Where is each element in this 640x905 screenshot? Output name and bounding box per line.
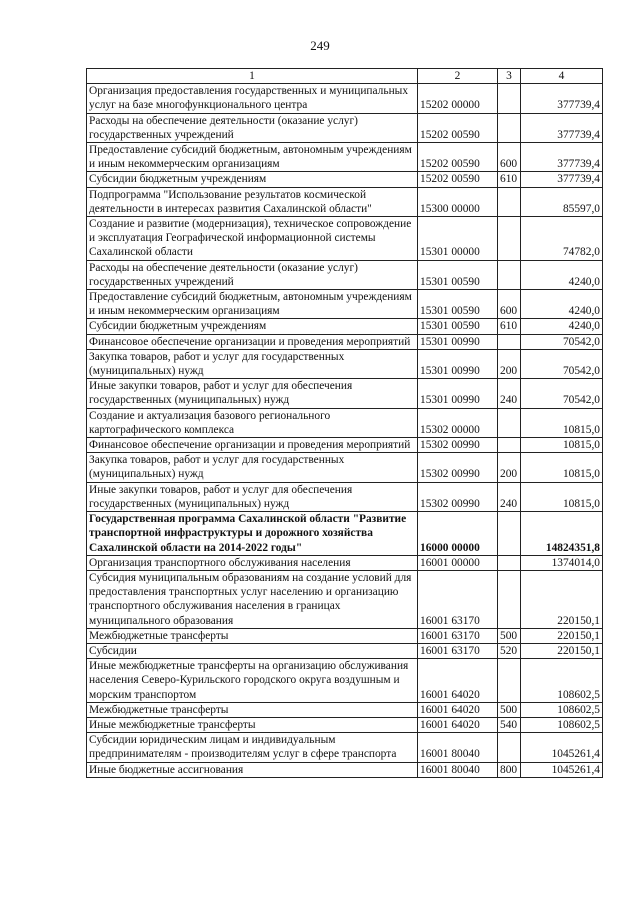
table-row [87, 643, 603, 658]
row-vr-cell [498, 260, 521, 289]
row-name-cell: Иные межбюджетные трансферты на организацию обслуживания населения Северо-Курильского городского округа воздушным и морским транспортом [87, 659, 418, 703]
table-row [87, 570, 603, 628]
row-name-cell: Закупка товаров, работ и услуг для государственных (муниципальных) нужд [87, 349, 418, 378]
table-row [87, 334, 603, 349]
row-vr-cell [498, 555, 521, 570]
row-csr-cell: 16001 63170 [418, 643, 498, 658]
row-vr-cell [498, 408, 521, 437]
row-csr-cell: 15202 00000 [418, 84, 498, 113]
table-row [87, 143, 603, 172]
row-vr-cell: 600 [498, 290, 521, 319]
row-sum-cell: 10815,0 [521, 438, 603, 453]
row-sum-cell: 4240,0 [521, 319, 603, 334]
row-csr-cell: 15301 00590 [418, 319, 498, 334]
table-row [87, 717, 603, 732]
row-csr-cell: 15202 00590 [418, 113, 498, 142]
row-sum-cell: 220150,1 [521, 570, 603, 628]
table-header [87, 69, 603, 84]
row-sum-cell: 4240,0 [521, 290, 603, 319]
row-name-cell: Финансовое обеспечение организации и проведения мероприятий [87, 334, 418, 349]
row-name-cell: Расходы на обеспечение деятельности (оказание услуг) государственных учреждений [87, 113, 418, 142]
table-row [87, 379, 603, 408]
table-row [87, 408, 603, 437]
row-vr-cell [498, 113, 521, 142]
row-csr-cell: 15300 00000 [418, 187, 498, 216]
row-name-cell: Предоставление субсидий бюджетным, автономным учреждениям и иным некоммерческим организациям [87, 143, 418, 172]
table-row [87, 555, 603, 570]
header-col-name: 1 [87, 69, 418, 84]
row-vr-cell: 240 [498, 379, 521, 408]
row-csr-cell: 15301 00590 [418, 260, 498, 289]
row-sum-cell: 70542,0 [521, 334, 603, 349]
row-vr-cell: 500 [498, 628, 521, 643]
table-row [87, 290, 603, 319]
row-name-cell: Субсидия муниципальным образованиям на создание условий для предоставления транспортных услуг населению и организацию транспортного обслуживания населения в границах муниципального образования [87, 570, 418, 628]
row-csr-cell: 16001 63170 [418, 570, 498, 628]
row-vr-cell [498, 334, 521, 349]
table-row [87, 628, 603, 643]
row-sum-cell: 1045261,4 [521, 733, 603, 762]
row-csr-cell: 15301 00590 [418, 290, 498, 319]
row-vr-cell: 800 [498, 762, 521, 777]
row-sum-cell: 108602,5 [521, 717, 603, 732]
row-csr-cell: 15302 00990 [418, 482, 498, 511]
table-row [87, 733, 603, 762]
row-csr-cell: 16001 64020 [418, 702, 498, 717]
row-csr-cell: 16001 64020 [418, 659, 498, 703]
row-sum-cell: 4240,0 [521, 260, 603, 289]
row-csr-cell: 16001 64020 [418, 717, 498, 732]
row-sum-cell: 74782,0 [521, 217, 603, 261]
row-name-cell: Иные закупки товаров, работ и услуг для обеспечения государственных (муниципальных) нужд [87, 482, 418, 511]
table-row [87, 438, 603, 453]
row-name-cell: Межбюджетные трансферты [87, 702, 418, 717]
row-sum-cell: 377739,4 [521, 143, 603, 172]
row-vr-cell [498, 733, 521, 762]
row-vr-cell: 610 [498, 319, 521, 334]
row-name-cell: Создание и актуализация базового регионального картографического комплекса [87, 408, 418, 437]
row-vr-cell: 610 [498, 172, 521, 187]
table-row [87, 84, 603, 113]
row-sum-cell: 10815,0 [521, 408, 603, 437]
header-col-csr: 2 [418, 69, 498, 84]
row-vr-cell: 240 [498, 482, 521, 511]
row-name-cell: Субсидии бюджетным учреждениям [87, 319, 418, 334]
row-name-cell: Финансовое обеспечение организации и проведения мероприятий [87, 438, 418, 453]
row-name-cell: Субсидии бюджетным учреждениям [87, 172, 418, 187]
header-row [87, 69, 603, 84]
row-name-cell: Организация транспортного обслуживания населения [87, 555, 418, 570]
row-name-cell: Иные закупки товаров, работ и услуг для обеспечения государственных (муниципальных) нужд [87, 379, 418, 408]
budget-table [86, 68, 603, 778]
row-name-cell: Предоставление субсидий бюджетным, автономным учреждениям и иным некоммерческим организациям [87, 290, 418, 319]
row-name-cell: Подпрограмма "Использование результатов космической деятельности в интересах развития Сахалинской области" [87, 187, 418, 216]
table-row [87, 319, 603, 334]
row-sum-cell: 108602,5 [521, 702, 603, 717]
row-csr-cell: 16001 63170 [418, 628, 498, 643]
table-row [87, 172, 603, 187]
row-sum-cell: 377739,4 [521, 84, 603, 113]
table-row [87, 482, 603, 511]
row-name-cell: Расходы на обеспечение деятельности (оказание услуг) государственных учреждений [87, 260, 418, 289]
table-row [87, 762, 603, 777]
row-csr-cell: 16001 80040 [418, 733, 498, 762]
table-row [87, 113, 603, 142]
row-name-cell: Иные межбюджетные трансферты [87, 717, 418, 732]
row-sum-cell: 377739,4 [521, 172, 603, 187]
row-name-cell: Создание и развитие (модернизация), техническое сопровождение и эксплуатация Географической информационной системы Сахалинской области [87, 217, 418, 261]
row-vr-cell: 200 [498, 349, 521, 378]
header-col-sum: 4 [521, 69, 603, 84]
row-sum-cell: 1045261,4 [521, 762, 603, 777]
row-sum-cell: 220150,1 [521, 643, 603, 658]
table-row [87, 453, 603, 482]
row-name-cell: Субсидии [87, 643, 418, 658]
table-row [87, 702, 603, 717]
row-vr-cell: 540 [498, 717, 521, 732]
row-name-cell: Закупка товаров, работ и услуг для государственных (муниципальных) нужд [87, 453, 418, 482]
row-csr-cell: 15202 00590 [418, 143, 498, 172]
row-csr-cell: 15202 00590 [418, 172, 498, 187]
row-sum-cell: 70542,0 [521, 379, 603, 408]
row-csr-cell: 15301 00990 [418, 334, 498, 349]
row-sum-cell: 377739,4 [521, 113, 603, 142]
row-vr-cell [498, 84, 521, 113]
row-vr-cell [498, 438, 521, 453]
row-vr-cell [498, 187, 521, 216]
row-vr-cell [498, 570, 521, 628]
row-vr-cell: 520 [498, 643, 521, 658]
row-sum-cell: 220150,1 [521, 628, 603, 643]
table-row [87, 659, 603, 703]
row-name-cell: Межбюджетные трансферты [87, 628, 418, 643]
header-col-vr: 3 [498, 69, 521, 84]
table-row [87, 260, 603, 289]
row-sum-cell: 14824351,8 [521, 512, 603, 556]
row-vr-cell: 200 [498, 453, 521, 482]
row-sum-cell: 70542,0 [521, 349, 603, 378]
table-body [87, 84, 603, 778]
row-csr-cell: 15302 00000 [418, 408, 498, 437]
row-csr-cell: 15302 00990 [418, 438, 498, 453]
row-csr-cell: 15301 00990 [418, 379, 498, 408]
row-csr-cell: 15301 00990 [418, 349, 498, 378]
row-name-cell: Иные бюджетные ассигнования [87, 762, 418, 777]
row-name-cell: Государственная программа Сахалинской области "Развитие транспортной инфраструктуры и дорожного хозяйства Сахалинской области на 2014-2022 годы" [87, 512, 418, 556]
table-row [87, 512, 603, 556]
table-row [87, 217, 603, 261]
row-sum-cell: 10815,0 [521, 482, 603, 511]
row-vr-cell: 600 [498, 143, 521, 172]
row-sum-cell: 1374014,0 [521, 555, 603, 570]
row-vr-cell [498, 659, 521, 703]
row-vr-cell [498, 512, 521, 556]
table-row [87, 349, 603, 378]
table-row [87, 187, 603, 216]
row-vr-cell [498, 217, 521, 261]
row-csr-cell: 16001 80040 [418, 762, 498, 777]
row-name-cell: Субсидии юридическим лицам и индивидуальным предпринимателям - производителям услуг в сфере транспорта [87, 733, 418, 762]
row-sum-cell: 85597,0 [521, 187, 603, 216]
row-sum-cell: 10815,0 [521, 453, 603, 482]
row-csr-cell: 15301 00000 [418, 217, 498, 261]
row-name-cell: Организация предоставления государственных и муниципальных услуг на базе многофункционального центра [87, 84, 418, 113]
page-number: 249 [310, 38, 330, 53]
row-csr-cell: 16000 00000 [418, 512, 498, 556]
row-csr-cell: 15302 00990 [418, 453, 498, 482]
row-sum-cell: 108602,5 [521, 659, 603, 703]
row-csr-cell: 16001 00000 [418, 555, 498, 570]
row-vr-cell: 500 [498, 702, 521, 717]
